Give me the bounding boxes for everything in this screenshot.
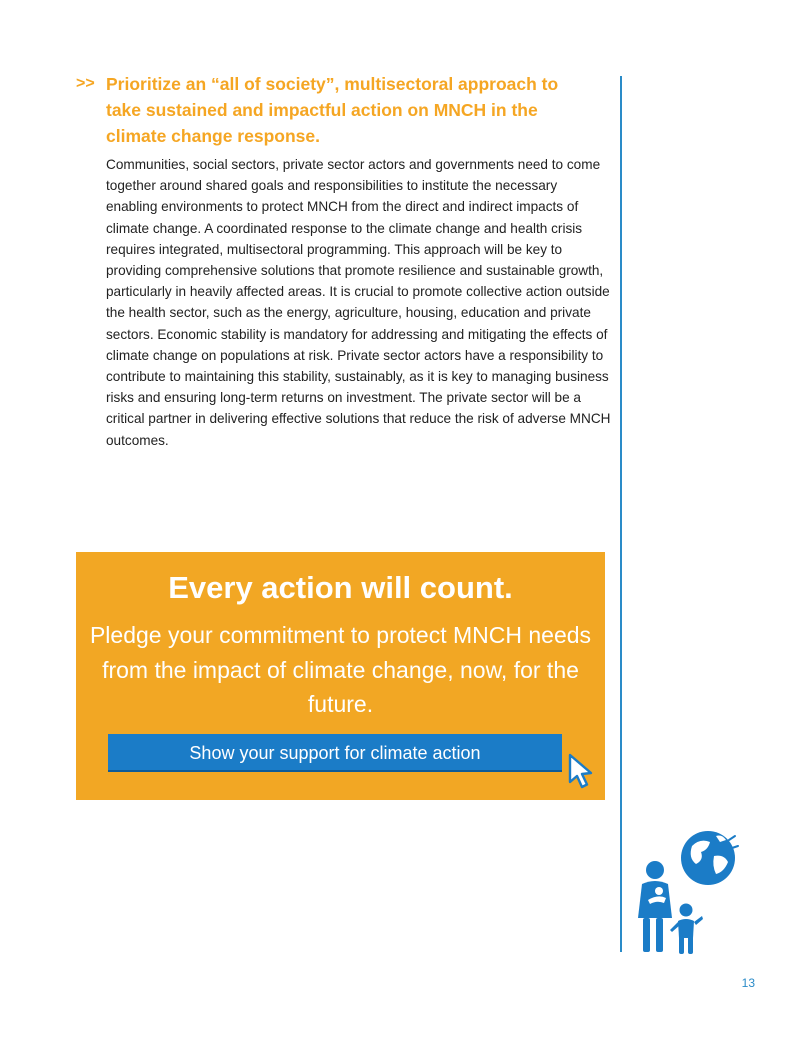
- section-heading: Prioritize an “all of society”, multisectoral approach to take sustained and impactful action on MNCH in the climate change response.: [106, 74, 559, 146]
- mother-child-globe-icon: [630, 826, 740, 956]
- page-number: 13: [741, 976, 755, 990]
- call-to-action-box: [76, 552, 605, 800]
- bullet-arrows: >>: [76, 75, 95, 92]
- vertical-divider: [620, 76, 622, 952]
- support-climate-action-button[interactable]: Show your support for climate action: [108, 734, 562, 772]
- section-body-text: Communities, social sectors, private sector actors and governments need to come together around shared goals and responsibilities to institute the necessary enabling environments to protect MNCH from the direct and indirect impacts of climate change. A coordinated response to the climate change and health crisis requires integrated, multisectoral programming. This approach will be key to providing comprehensive solutions that promote resilience and sustainable growth, particularly in heavily affected areas. It is crucial to promote collective action outside the health sector, such as the energy, agriculture, housing, education and private sectors. Economic stability is mandatory for addressing and mitigating the effects of climate change on populations at risk. Private sector actors have a responsibility to contribute to maintaining this stability, sustainably, as it is key to managing business risks and ensuring long-term returns on investment. The private sector will be a critical partner in delivering effective solutions that reduce the risk of adverse MNCH outcomes.: [106, 157, 611, 448]
- cta-text: Pledge your commitment to protect MNCH needs from the impact of climate change, now, for the future.: [89, 622, 592, 717]
- cta-title: Every action will count.: [168, 570, 513, 605]
- pointer-cursor-icon: [566, 752, 596, 792]
